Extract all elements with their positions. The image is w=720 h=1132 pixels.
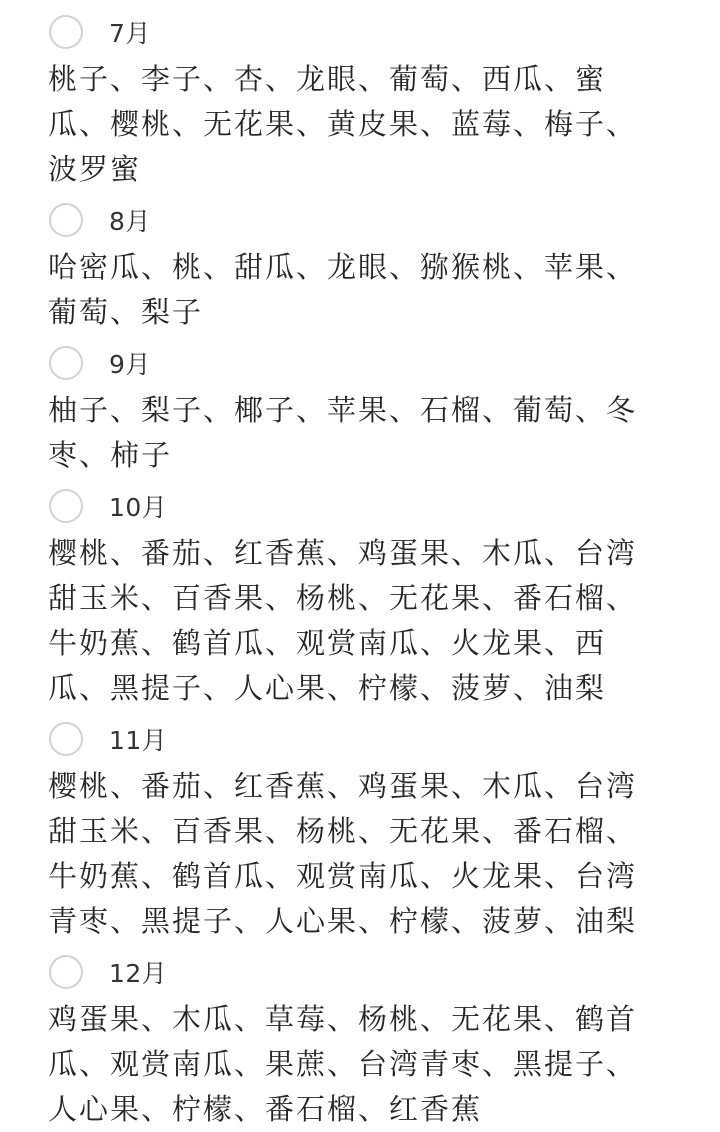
month-label: 8月 [109,207,151,236]
month-label: 12月 [109,959,168,988]
radio-circle-icon[interactable] [49,955,83,989]
month-fruit-list [0,12,720,1132]
radio-circle-icon[interactable] [49,203,83,237]
month-section-10 [0,486,720,711]
fruit-list-text: 桃子、李子、杏、龙眼、葡萄、西瓜、蜜瓜、樱桃、无花果、黄皮果、蓝莓、梅子、波罗蜜 [48,62,638,186]
month-option-7[interactable] [0,12,720,52]
radio-circle-icon[interactable] [49,346,83,380]
month-section-9 [0,343,720,478]
month-section-12 [0,952,720,1132]
fruit-list-text: 樱桃、番茄、红香蕉、鸡蛋果、木瓜、台湾甜玉米、百香果、杨桃、无花果、番石榴、牛奶蕉、鹤首瓜、观赏南瓜、火龙果、西瓜、黑提子、人心果、柠檬、菠萝、油梨 [48,536,638,705]
fruit-list-text: 柚子、梨子、椰子、苹果、石榴、葡萄、冬枣、柿子 [48,393,638,472]
month-option-12[interactable] [0,952,720,992]
fruit-list-text: 樱桃、番茄、红香蕉、鸡蛋果、木瓜、台湾甜玉米、百香果、杨桃、无花果、番石榴、牛奶蕉、鹤首瓜、观赏南瓜、火龙果、台湾青枣、黑提子、人心果、柠檬、菠萝、油梨 [48,769,638,938]
month-option-10[interactable] [0,486,720,526]
month-section-8 [0,200,720,335]
month-section-11 [0,719,720,944]
radio-circle-icon[interactable] [49,15,83,49]
month-option-8[interactable] [0,200,720,240]
month-option-11[interactable] [0,719,720,759]
fruit-list-text: 鸡蛋果、木瓜、草莓、杨桃、无花果、鹤首瓜、观赏南瓜、果蔗、台湾青枣、黑提子、人心果、柠檬、番石榴、红香蕉 [48,1002,638,1126]
month-label: 7月 [109,19,151,48]
radio-circle-icon[interactable] [49,722,83,756]
radio-circle-icon[interactable] [49,489,83,523]
month-option-9[interactable] [0,343,720,383]
month-label: 11月 [109,726,168,755]
fruit-list-text: 哈密瓜、桃、甜瓜、龙眼、猕猴桃、苹果、葡萄、梨子 [48,250,638,329]
month-section-7 [0,12,720,192]
month-label: 9月 [109,350,151,379]
month-label: 10月 [109,493,168,522]
